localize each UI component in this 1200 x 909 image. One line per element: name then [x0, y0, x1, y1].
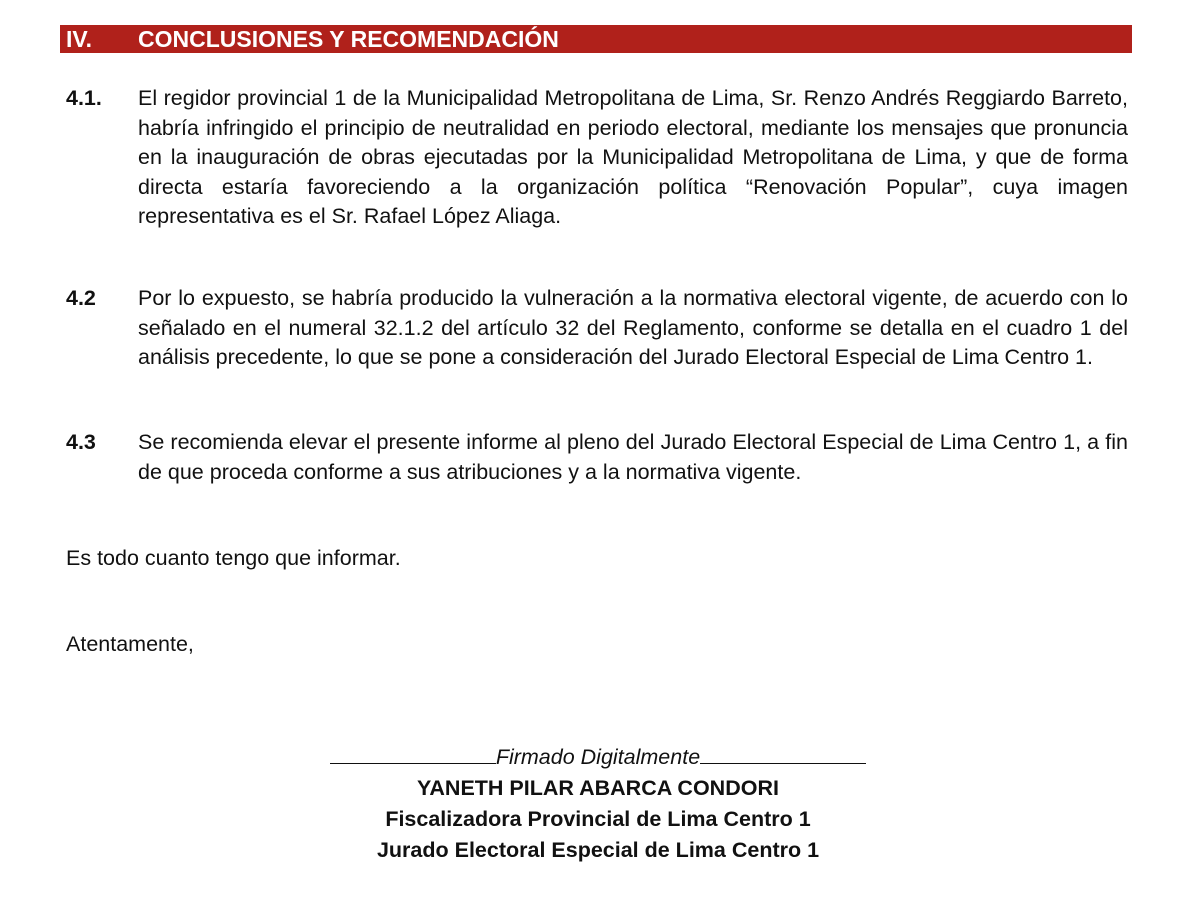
- signature-rule-left: [330, 745, 496, 764]
- signer-role: Fiscalizadora Provincial de Lima Centro 1: [385, 807, 811, 831]
- digital-signature-line: [0, 742, 1196, 773]
- conclusion-item-4-1: [66, 84, 1128, 232]
- conclusion-item-4-3: [66, 428, 1128, 487]
- item-number: 4.3: [66, 430, 96, 454]
- section-number: IV.: [66, 26, 93, 52]
- item-text: Se recomienda elevar el presente informe al pleno del Jurado Electoral Especial de Lima Centro 1, a fin de que proceda conforme a sus atribuciones y a la normativa vigente.: [138, 430, 1128, 484]
- item-text: Por lo expuesto, se habría producido la vulneración a la normativa electoral vigente, de acuerdo con lo señalado en el numeral 32.1.2 del artículo 32 del Reglamento, conforme se detalla en el cuadro 1 del análisis precedente, lo que se pone a consideración del Jurado Electoral Especial de Lima Centro 1.: [138, 286, 1128, 369]
- item-text: El regidor provincial 1 de la Municipalidad Metropolitana de Lima, Sr. Renzo Andrés Reggiardo Barreto, habría infringido el principio de neutralidad en periodo electoral, mediante los mensajes que pronuncia en la inauguración de obras ejecutadas por la Municipalidad Metropolitana de Lima, y que de forma directa estaría favoreciendo a la organización política “Renovación Popular”, cuya imagen representativa es el Sr. Rafael López Aliaga.: [138, 86, 1128, 228]
- closing-salutation: Atentamente,: [66, 632, 194, 656]
- digital-signature-label: Firmado Digitalmente: [495, 745, 701, 769]
- item-number: 4.2: [66, 286, 96, 310]
- signer-institution: Jurado Electoral Especial de Lima Centro 1: [376, 838, 820, 862]
- signature-block: [0, 742, 1196, 866]
- section-header: [60, 25, 1132, 53]
- section-title: CONCLUSIONES Y RECOMENDACIÓN: [138, 26, 559, 52]
- closing-statement: Es todo cuanto tengo que informar.: [66, 546, 401, 570]
- signer-name: YANETH PILAR ABARCA CONDORI: [417, 776, 779, 800]
- signature-rule-right: [700, 745, 866, 764]
- conclusion-item-4-2: [66, 284, 1128, 373]
- item-number: 4.1.: [66, 86, 102, 110]
